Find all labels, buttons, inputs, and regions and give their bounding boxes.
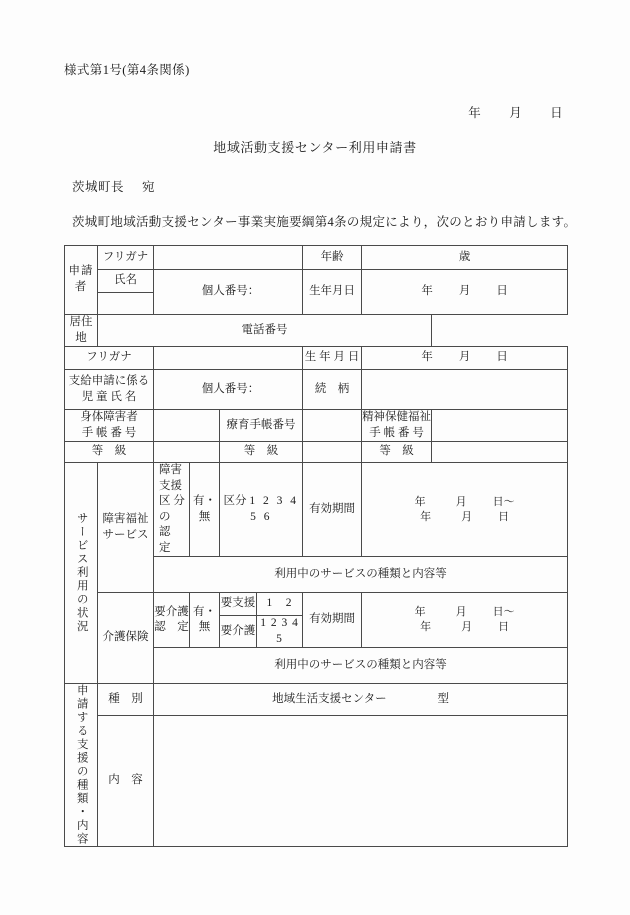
ryoiku-grade-label: 等 級 bbox=[243, 445, 279, 458]
care-need-label-cell bbox=[220, 616, 257, 648]
care-levels-subtable bbox=[220, 593, 302, 647]
welfare-period-to-month: 月 bbox=[461, 510, 473, 523]
apply-type-vertical-label: 申請する支援の種類・内容 bbox=[75, 684, 88, 847]
mental-grade-value-cell[interactable] bbox=[432, 442, 568, 463]
applicant-mynumber-label: 個人番号： bbox=[201, 285, 260, 298]
age-label-cell bbox=[303, 246, 362, 270]
ryoiku-grade-label-cell bbox=[220, 442, 303, 463]
care-cert-label-cell bbox=[154, 593, 190, 648]
residence-phone-cell[interactable] bbox=[98, 315, 432, 347]
care-period-to-day: 日 bbox=[498, 621, 510, 634]
child-birth-year: 年 bbox=[421, 351, 433, 364]
child-birth-month: 月 bbox=[458, 351, 471, 364]
name-value-cell[interactable] bbox=[154, 270, 303, 315]
welfare-period-from-year: 年 bbox=[414, 495, 426, 508]
form-number: 様式第1号(第4条関係) bbox=[64, 63, 190, 77]
name-label-spacer-cell bbox=[98, 293, 154, 315]
table-row-applicant-furigana bbox=[65, 246, 568, 270]
ryoiku-book-value-cell[interactable] bbox=[303, 410, 362, 442]
physical-book-line2: 手 帳 番 号 bbox=[81, 426, 137, 439]
table-row-child-furigana bbox=[65, 347, 568, 370]
residence-label: 居住地 bbox=[69, 316, 93, 344]
type-value-cell[interactable] bbox=[154, 684, 568, 715]
relation-label: 続 柄 bbox=[314, 382, 350, 395]
child-birthdate-label: 生 年 月 日 bbox=[304, 351, 360, 364]
content-value-cell[interactable] bbox=[154, 715, 568, 847]
welfare-service-line1: 障害福祉 bbox=[102, 513, 149, 526]
service-status-label-cell bbox=[65, 463, 98, 684]
relation-label-cell bbox=[303, 370, 362, 410]
welfare-period-to-day: 日 bbox=[498, 510, 510, 523]
physical-book-label-cell bbox=[65, 410, 154, 442]
care-valid-period-value-cell[interactable] bbox=[362, 593, 568, 648]
child-birth-day: 日 bbox=[496, 351, 508, 364]
welfare-period-from bbox=[362, 495, 567, 510]
type-suffix: 型 bbox=[437, 692, 449, 705]
mental-grade-label: 等 級 bbox=[379, 445, 414, 458]
mental-book-value-cell[interactable] bbox=[432, 410, 568, 442]
physical-grade-label-cell bbox=[65, 442, 154, 463]
header-date-line bbox=[0, 103, 567, 121]
table-row-welfare-service bbox=[65, 463, 568, 557]
type-label: 種 別 bbox=[108, 692, 143, 705]
age-value-cell[interactable] bbox=[362, 246, 568, 270]
care-valid-period-label: 有効期間 bbox=[309, 613, 356, 626]
mental-grade-label-cell bbox=[362, 442, 432, 463]
header-date-year: 年 bbox=[468, 106, 482, 120]
birthdate-label-cell bbox=[303, 270, 362, 315]
birth-day: 日 bbox=[496, 285, 508, 298]
welfare-period-from-month: 月 bbox=[455, 495, 467, 508]
support-category-yesno-cell[interactable] bbox=[190, 463, 220, 557]
welfare-valid-period-label: 有効期間 bbox=[309, 502, 356, 515]
welfare-valid-period-value-cell[interactable] bbox=[362, 463, 568, 557]
care-period-to-month: 月 bbox=[461, 621, 473, 634]
welfare-using-services-label: 利用中のサービスの種類と内容等 bbox=[274, 567, 447, 580]
child-name-value-cell[interactable] bbox=[154, 370, 303, 410]
residence-label-cell bbox=[65, 315, 98, 347]
support-need-label-cell bbox=[220, 593, 257, 616]
table-row-handbook-numbers bbox=[65, 410, 568, 442]
applicant-label-cell bbox=[65, 246, 98, 315]
support-category-label-cell bbox=[154, 463, 194, 557]
child-name-label-cell bbox=[65, 370, 154, 410]
care-need-numbers: 1 2 3 4 5 bbox=[260, 617, 299, 645]
care-cert-yesno-cell[interactable] bbox=[190, 593, 220, 648]
physical-grade-value-cell[interactable] bbox=[154, 442, 220, 463]
care-period-from-month: 月 bbox=[455, 606, 467, 619]
care-period-from bbox=[362, 605, 567, 620]
mental-book-line1: 精神保健福祉 bbox=[362, 411, 432, 424]
page-title: 地域活動支援センター利用申請書 bbox=[213, 140, 417, 155]
ryoiku-book-label: 療育手帳番号 bbox=[226, 418, 296, 431]
content-label: 内 容 bbox=[108, 774, 143, 787]
age-unit: 歳 bbox=[458, 250, 471, 263]
child-birthdate-label-cell bbox=[303, 347, 362, 370]
support-need-value-cell[interactable] bbox=[257, 593, 303, 616]
relation-value-cell[interactable] bbox=[362, 370, 568, 410]
physical-book-line1: 身体障害者 bbox=[80, 411, 138, 424]
physical-book-value-cell[interactable] bbox=[154, 410, 220, 442]
care-need-label: 要介護 bbox=[220, 624, 256, 637]
welfare-period-to bbox=[362, 510, 567, 525]
mental-book-line2: 手 帳 番 号 bbox=[369, 426, 424, 439]
welfare-valid-period-label-cell bbox=[303, 463, 362, 557]
child-birthdate-value-cell[interactable] bbox=[362, 347, 568, 370]
table-row-type bbox=[65, 684, 568, 715]
type-label-cell bbox=[98, 684, 154, 715]
support-category-line1: 障害支援 bbox=[159, 464, 182, 492]
applicant-label: 申請者 bbox=[68, 265, 94, 293]
support-category-yes-no: 有・無 bbox=[193, 495, 216, 523]
ryoiku-grade-value-cell[interactable] bbox=[303, 442, 362, 463]
birthdate-label: 生年月日 bbox=[309, 285, 356, 298]
header-date-month: 月 bbox=[509, 106, 523, 120]
intro-text: 茨城町地域活動支援センター事業実施要綱第4条の規定により，次のとおり申請します。 bbox=[72, 215, 577, 229]
furigana-label-cell bbox=[98, 246, 154, 270]
table-row-care-insurance bbox=[65, 593, 568, 648]
furigana-label: フリガナ bbox=[102, 250, 149, 263]
kubun-cell[interactable] bbox=[220, 463, 303, 557]
support-need-label: 要支援 bbox=[220, 597, 256, 610]
mental-book-label-cell bbox=[362, 410, 432, 442]
name-label-cell bbox=[98, 270, 154, 293]
ryoiku-book-label-cell bbox=[220, 410, 303, 442]
child-furigana-value-cell[interactable] bbox=[154, 347, 303, 370]
table-row-grades bbox=[65, 442, 568, 463]
birthdate-value-cell[interactable] bbox=[362, 270, 568, 315]
application-form-table bbox=[64, 245, 568, 847]
care-using-services-cell[interactable] bbox=[154, 648, 568, 684]
support-category-line3: 認 定 bbox=[159, 526, 194, 554]
birth-year: 年 bbox=[421, 285, 433, 298]
addressee-name: 茨城町長 bbox=[72, 180, 125, 194]
care-valid-period-label-cell bbox=[303, 593, 362, 648]
table-row-child-name bbox=[65, 370, 568, 410]
birth-month: 月 bbox=[458, 285, 471, 298]
child-furigana-label-cell bbox=[65, 347, 154, 370]
welfare-service-label-cell bbox=[98, 463, 154, 593]
child-furigana-label: フリガナ bbox=[86, 351, 132, 364]
care-levels-row-care bbox=[220, 616, 302, 648]
welfare-period-to-year: 年 bbox=[420, 510, 432, 523]
addressee bbox=[72, 177, 155, 195]
care-insurance-label-cell bbox=[98, 593, 154, 684]
table-row-applicant-name bbox=[65, 270, 568, 293]
care-cert-yes-no: 有・無 bbox=[193, 605, 216, 634]
care-period-from-year: 年 bbox=[414, 606, 426, 619]
age-label: 年齢 bbox=[320, 250, 344, 263]
care-period-from-day: 日～ bbox=[492, 606, 515, 619]
apply-type-label-cell bbox=[65, 684, 98, 847]
furigana-value-cell[interactable] bbox=[154, 246, 303, 270]
welfare-service-line2: サービス bbox=[102, 528, 149, 541]
welfare-using-services-cell[interactable] bbox=[154, 557, 568, 593]
care-cert-line2: 認 定 bbox=[154, 621, 189, 634]
welfare-period-from-day: 日～ bbox=[492, 495, 515, 508]
care-cert-line1: 要介護 bbox=[154, 605, 189, 618]
type-value: 地域生活支援センター bbox=[272, 692, 387, 705]
care-period-to bbox=[362, 620, 567, 635]
service-status-vertical-label: サービス利用の状況 bbox=[75, 512, 88, 634]
child-mynumber-label: 個人番号： bbox=[201, 382, 260, 395]
support-category-line2: 区 分 の bbox=[159, 495, 185, 523]
care-insurance-label: 介護保険 bbox=[102, 631, 149, 644]
kubun-label: 区分 bbox=[223, 495, 247, 508]
table-row-content bbox=[65, 715, 568, 847]
header-date-day: 日 bbox=[550, 106, 563, 120]
table-row-residence bbox=[65, 315, 568, 347]
name-label: 氏名 bbox=[114, 274, 137, 287]
care-period-to-year: 年 bbox=[420, 621, 432, 634]
content-label-cell bbox=[98, 715, 154, 847]
child-name-label-line1: 支給申請に係る bbox=[68, 375, 150, 388]
care-levels-row-support bbox=[220, 593, 302, 616]
child-name-label-line2: 児 童 氏 名 bbox=[81, 390, 137, 403]
addressee-suffix: 宛 bbox=[142, 180, 156, 194]
physical-grade-label: 等 級 bbox=[91, 445, 127, 458]
care-need-value-cell[interactable] bbox=[257, 616, 303, 648]
phone-label: 電話番号 bbox=[241, 323, 288, 336]
support-need-numbers: 1 2 bbox=[266, 597, 293, 610]
care-using-services-label: 利用中のサービスの種類と内容等 bbox=[274, 658, 447, 671]
kubun-numbers: 1 2 3 4 5 6 bbox=[249, 495, 299, 523]
care-levels-cell bbox=[220, 593, 303, 648]
